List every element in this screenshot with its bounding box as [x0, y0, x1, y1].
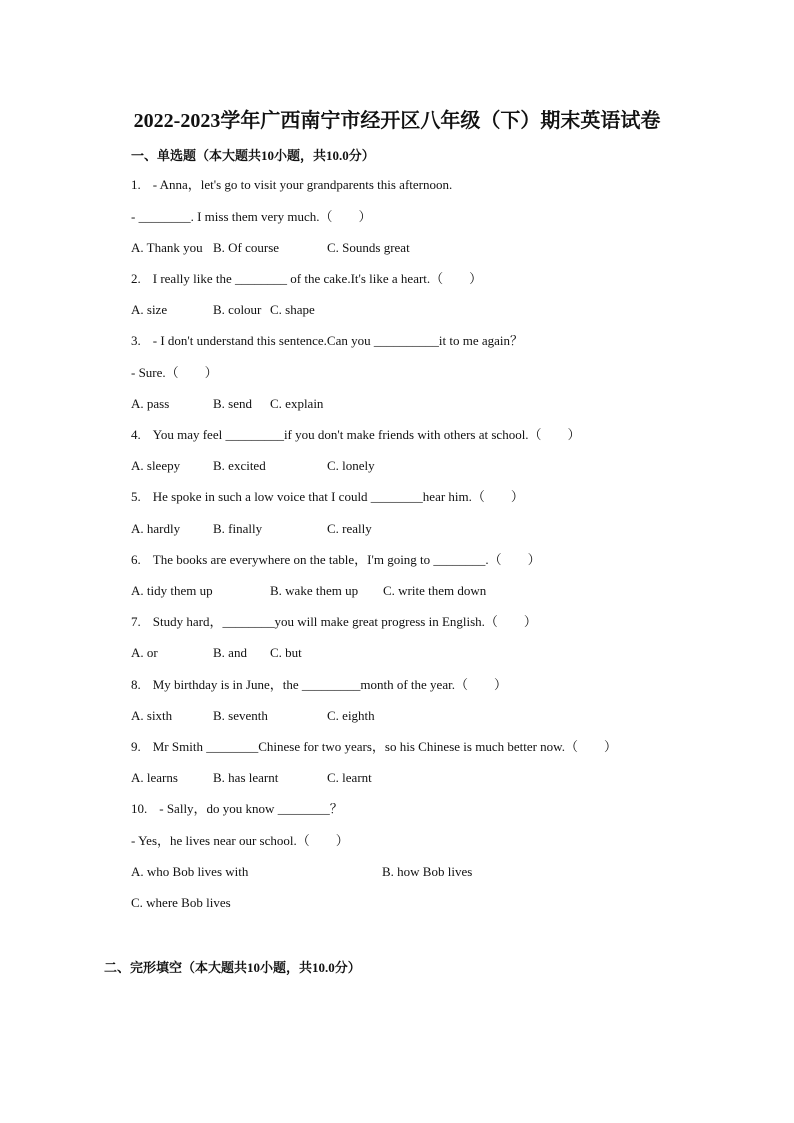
question-9	[131, 739, 617, 755]
question-number: 1.	[131, 177, 141, 192]
question-number: 8.	[131, 677, 141, 692]
option-a: A. sixth	[131, 708, 173, 723]
question-text: Mr Smith ________Chinese for two years，so his Chinese is much better now.（ ）	[152, 739, 617, 754]
option-b: B. Of course	[213, 240, 280, 255]
question-3-line-2: - Sure.（ ）	[131, 365, 218, 380]
option-a: A. Thank you	[131, 240, 203, 255]
option-b: B. how Bob lives	[382, 864, 473, 879]
question-7	[131, 614, 537, 630]
option-c: C. eighth	[327, 708, 375, 723]
option-a: A. hardly	[131, 521, 181, 536]
option-b: B. and	[213, 645, 247, 660]
question-1	[131, 177, 452, 193]
question-text: I really like the ________ of the cake.It's like a heart.（ ）	[152, 271, 483, 286]
question-number: 6.	[131, 552, 141, 567]
question-8	[131, 677, 507, 693]
question-5	[131, 489, 524, 505]
option-c: C. Sounds great	[327, 240, 410, 255]
option-b: B. colour	[213, 302, 262, 317]
option-a: A. sleepy	[131, 458, 181, 473]
option-b: B. wake them up	[270, 583, 359, 598]
option-a: A. pass	[131, 396, 170, 411]
question-number: 2.	[131, 271, 141, 286]
option-b: B. finally	[213, 521, 263, 536]
option-b: B. excited	[213, 458, 266, 473]
question-number: 10.	[131, 801, 148, 816]
option-a: A. learns	[131, 770, 178, 785]
option-b: B. seventh	[213, 708, 268, 723]
question-text: You may feel _________if you don't make friends with others at school.（ ）	[152, 427, 581, 442]
option-b: B. has learnt	[213, 770, 279, 785]
section-cloze-heading: 二、完形填空（本大题共10小题，共10.0分）	[104, 960, 361, 975]
question-number: 7.	[131, 614, 141, 629]
question-10	[131, 801, 343, 817]
question-text: - Sally，do you know ________？	[159, 801, 343, 816]
question-text: - I don't understand this sentence.Can you __________it to me again？	[152, 333, 523, 348]
option-a: A. tidy them up	[131, 583, 213, 598]
option-c: C. but	[270, 645, 302, 660]
exam-title: 2022-2023学年广西南宁市经开区八年级（下）期末英语试卷	[133, 110, 661, 132]
question-text: - Anna，let's go to visit your grandparents this afternoon.	[152, 177, 453, 192]
question-number: 5.	[131, 489, 141, 504]
option-a: A. who Bob lives with	[131, 864, 249, 879]
option-c: C. write them down	[383, 583, 487, 598]
question-number: 9.	[131, 739, 141, 754]
question-1-line-2: - ________. I miss them very much.（ ）	[131, 209, 372, 224]
option-c: C. really	[327, 521, 372, 536]
option-c: C. explain	[270, 396, 324, 411]
option-c: C. where Bob lives	[131, 895, 231, 910]
question-text: The books are everywhere on the table，I'm going to ________.（ ）	[152, 552, 541, 567]
option-a: A. or	[131, 645, 158, 660]
question-4	[131, 427, 581, 443]
question-3	[131, 333, 523, 349]
question-text: Study hard，________you will make great progress in English.（ ）	[152, 614, 537, 629]
question-text: He spoke in such a low voice that I could ________hear him.（ ）	[152, 489, 524, 504]
question-number: 4.	[131, 427, 141, 442]
question-number: 3.	[131, 333, 141, 348]
option-c: C. learnt	[327, 770, 372, 785]
option-c: C. lonely	[327, 458, 375, 473]
question-2	[131, 271, 482, 287]
option-a: A. size	[131, 302, 168, 317]
section-single-choice-heading: 一、单选题（本大题共10小题，共10.0分）	[131, 148, 375, 163]
question-10-line-2: - Yes，he lives near our school.（ ）	[131, 833, 349, 848]
question-text: My birthday is in June，the _________month of the year.（ ）	[152, 677, 507, 692]
option-c: C. shape	[270, 302, 315, 317]
option-b: B. send	[213, 396, 252, 411]
question-6	[131, 552, 541, 568]
